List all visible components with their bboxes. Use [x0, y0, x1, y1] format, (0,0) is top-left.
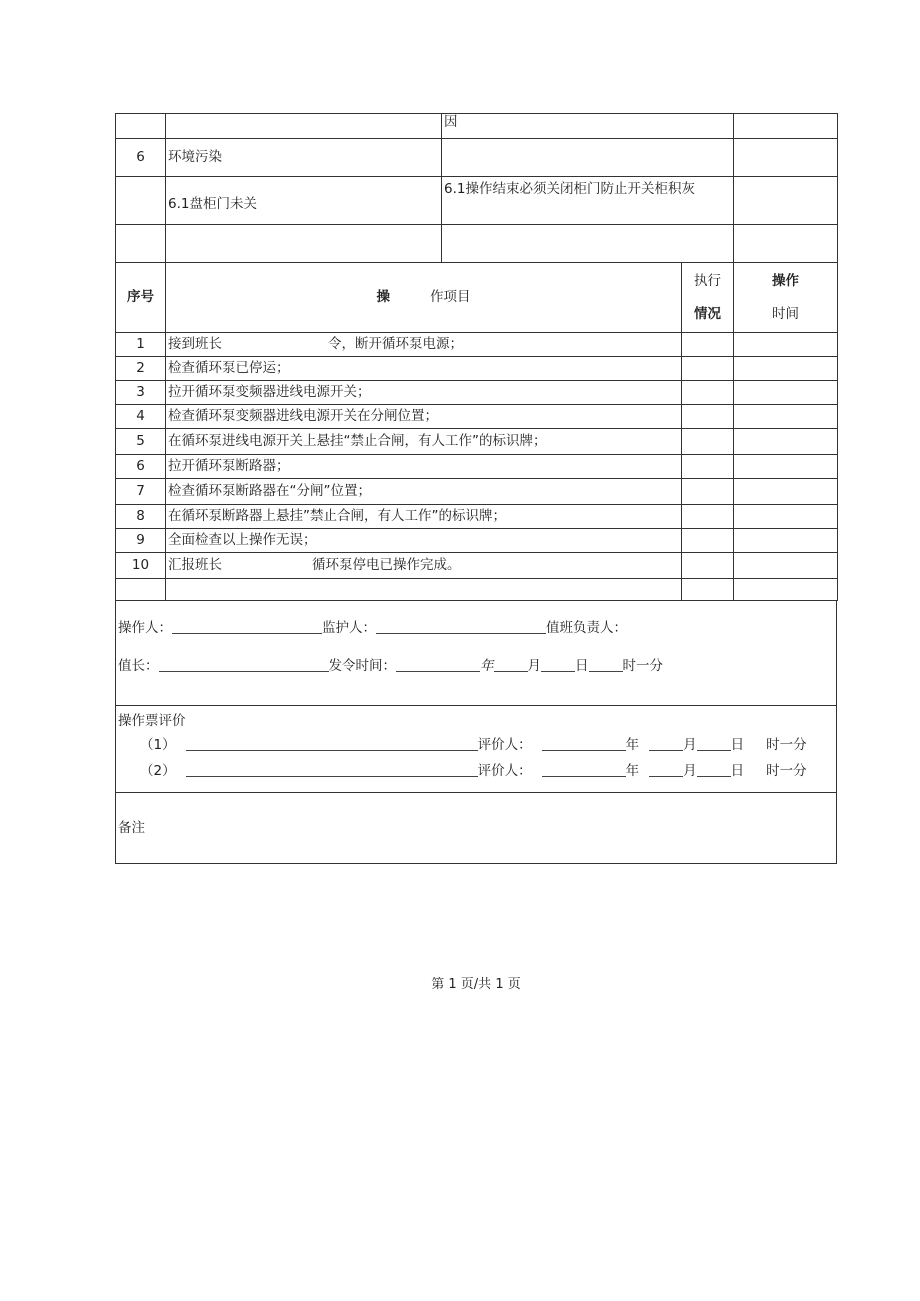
hazard-row-6-1 — [116, 177, 838, 225]
operation-time-cell[interactable] — [734, 505, 838, 529]
header-item-left: 操 — [376, 289, 390, 306]
evaluation-day-field-1[interactable] — [697, 736, 731, 751]
operation-no: 8 — [116, 505, 166, 529]
shift-leader-label: 值长： — [118, 658, 159, 674]
evaluation-month-field-2[interactable] — [649, 762, 683, 777]
operation-text — [166, 405, 682, 429]
operation-text-left: 检查循环泵已停运； — [168, 360, 290, 377]
issue-day-label: 日 — [575, 658, 589, 674]
hazard-row-top — [116, 114, 838, 139]
operation-text-right: 循环泵停电已操作完成。 — [312, 557, 461, 574]
operation-text-left: 拉开循环泵变频器进线电源开关； — [168, 384, 371, 401]
operation-ticket-document — [115, 113, 837, 992]
issue-year-label: 年 — [480, 658, 494, 674]
evaluation-row-1 — [118, 732, 834, 758]
operation-text-left: 汇报班长 — [168, 557, 222, 574]
evaluator-label-1: 评价人： — [477, 737, 532, 753]
evaluation-year-label-2: 年 — [625, 763, 640, 779]
hazard-row-empty — [116, 225, 838, 263]
signature-table — [115, 600, 837, 864]
issue-month-label: 月 — [527, 658, 541, 674]
issue-time-label: 发令时间： — [328, 658, 396, 674]
operation-text — [166, 357, 682, 381]
hazard-item: 环境污染 — [166, 139, 442, 177]
header-time — [734, 263, 838, 333]
operation-text-left: 在循环泵进线电源开关上悬挂“禁止合闸，有人工作”的标识牌； — [168, 433, 547, 450]
remarks-label: 备注 — [118, 819, 145, 836]
signature-row-2 — [118, 647, 834, 685]
signature-section — [116, 601, 837, 706]
operation-exec-cell[interactable] — [682, 429, 734, 455]
hazard-no: 6 — [116, 139, 166, 177]
hazard-table — [115, 113, 838, 263]
evaluation-day-field-2[interactable] — [697, 762, 731, 777]
header-exec-bottom: 情况 — [694, 305, 721, 322]
operations-row-empty — [116, 579, 838, 601]
evaluation-content-1[interactable] — [186, 736, 478, 751]
operation-row — [116, 529, 838, 553]
operation-no: 7 — [116, 479, 166, 505]
operation-exec-cell[interactable] — [682, 553, 734, 579]
operations-header — [116, 263, 838, 333]
evaluation-item-2: （2） — [140, 763, 176, 779]
operation-time-cell[interactable] — [734, 333, 838, 357]
guardian-label: 监护人： — [322, 620, 376, 636]
operation-text — [166, 479, 682, 505]
operation-no: 10 — [116, 553, 166, 579]
hazard-row-6 — [116, 139, 838, 177]
operation-no: 3 — [116, 381, 166, 405]
evaluation-year-field-2[interactable] — [542, 762, 626, 777]
operator-label: 操作人： — [118, 620, 172, 636]
operation-time-cell[interactable] — [734, 455, 838, 479]
hazard-sub-item: 6.1盘柜门未关 — [166, 177, 442, 225]
operation-no: 1 — [116, 333, 166, 357]
operation-row — [116, 479, 838, 505]
operation-text — [166, 529, 682, 553]
remarks-section — [116, 793, 837, 864]
evaluation-day-label-2: 日 — [730, 763, 745, 779]
operation-time-cell[interactable] — [734, 357, 838, 381]
operation-text-left: 拉开循环泵断路器； — [168, 458, 290, 475]
header-item — [166, 263, 682, 333]
evaluation-month-label-1: 月 — [683, 737, 697, 753]
operation-no: 5 — [116, 429, 166, 455]
operations-table — [115, 262, 838, 601]
evaluation-month-field-1[interactable] — [649, 736, 683, 751]
header-time-bottom: 时间 — [772, 305, 799, 322]
operation-text-left: 全面检查以上操作无误； — [168, 532, 317, 549]
header-time-top: 操作 — [772, 273, 799, 290]
operation-text-left: 检查循环泵变频器进线电源开关在分闸位置； — [168, 408, 438, 425]
issue-day-field[interactable] — [541, 657, 575, 672]
shift-leader-field[interactable] — [159, 657, 329, 672]
operation-text-left: 检查循环泵断路器在“分闸”位置； — [168, 483, 371, 500]
operation-exec-cell[interactable] — [682, 505, 734, 529]
operation-time-cell[interactable] — [734, 529, 838, 553]
issue-hour-min-label: 时一分 — [622, 658, 663, 674]
header-no: 序号 — [116, 263, 166, 333]
operation-text-left: 在循环泵断路器上悬挂”禁止合闸，有人工作”的标识牌； — [168, 508, 506, 525]
page-footer: 第 1 页/共 1 页 — [431, 977, 521, 992]
operation-exec-cell[interactable] — [682, 381, 734, 405]
operation-time-cell[interactable] — [734, 429, 838, 455]
issue-hour-field[interactable] — [589, 657, 623, 672]
operation-no: 9 — [116, 529, 166, 553]
evaluator-label-2: 评价人： — [477, 763, 532, 779]
operation-text — [166, 333, 682, 357]
evaluation-content-2[interactable] — [186, 762, 478, 777]
operation-exec-cell[interactable] — [682, 479, 734, 505]
operation-exec-cell[interactable] — [682, 333, 734, 357]
operator-field[interactable] — [172, 619, 322, 634]
hazard-measure: 6.1操作结束必须关闭柜门防止开关柜积灰 — [442, 177, 734, 225]
operation-text — [166, 505, 682, 529]
evaluation-hour-min-label-2: 时一分 — [766, 763, 807, 779]
duty-leader-label: 值班负责人： — [546, 620, 627, 636]
operation-no: 4 — [116, 405, 166, 429]
issue-year-field[interactable] — [396, 657, 480, 672]
evaluation-section — [116, 706, 837, 793]
guardian-field[interactable] — [376, 619, 546, 634]
operation-row — [116, 429, 838, 455]
operation-row — [116, 357, 838, 381]
operation-text — [166, 381, 682, 405]
header-exec — [682, 263, 734, 333]
operation-time-cell[interactable] — [734, 479, 838, 505]
operation-exec-cell[interactable] — [682, 455, 734, 479]
operation-exec-cell[interactable] — [682, 529, 734, 553]
operation-row — [116, 381, 838, 405]
operation-text — [166, 429, 682, 455]
operation-no: 2 — [116, 357, 166, 381]
operation-exec-cell[interactable] — [682, 357, 734, 381]
operation-row — [116, 333, 838, 357]
evaluation-year-field-1[interactable] — [542, 736, 626, 751]
operation-exec-cell[interactable] — [682, 405, 734, 429]
evaluation-month-label-2: 月 — [683, 763, 697, 779]
evaluation-title: 操作票评价 — [118, 713, 186, 729]
operation-row — [116, 455, 838, 479]
operation-row — [116, 505, 838, 529]
hazard-top-text: 因 — [442, 114, 734, 139]
header-exec-top: 执行 — [694, 273, 721, 290]
issue-month-field[interactable] — [494, 657, 528, 672]
operation-text-right: 令，断开循环泵电源； — [328, 336, 463, 353]
operation-no: 6 — [116, 455, 166, 479]
evaluation-row-2 — [118, 758, 834, 784]
operation-text — [166, 455, 682, 479]
operation-text-left: 接到班长 — [168, 336, 222, 353]
operation-row — [116, 405, 838, 429]
evaluation-year-label-1: 年 — [625, 737, 640, 753]
signature-row-1 — [118, 609, 834, 647]
operation-time-cell[interactable] — [734, 381, 838, 405]
operation-time-cell[interactable] — [734, 405, 838, 429]
operation-row — [116, 553, 838, 579]
evaluation-hour-min-label-1: 时一分 — [766, 737, 807, 753]
operation-time-cell[interactable] — [734, 553, 838, 579]
evaluation-day-label-1: 日 — [730, 737, 745, 753]
header-item-right: 作项目 — [430, 289, 471, 306]
operation-text — [166, 553, 682, 579]
evaluation-item-1: （1） — [140, 737, 176, 753]
operations-body — [116, 333, 838, 579]
